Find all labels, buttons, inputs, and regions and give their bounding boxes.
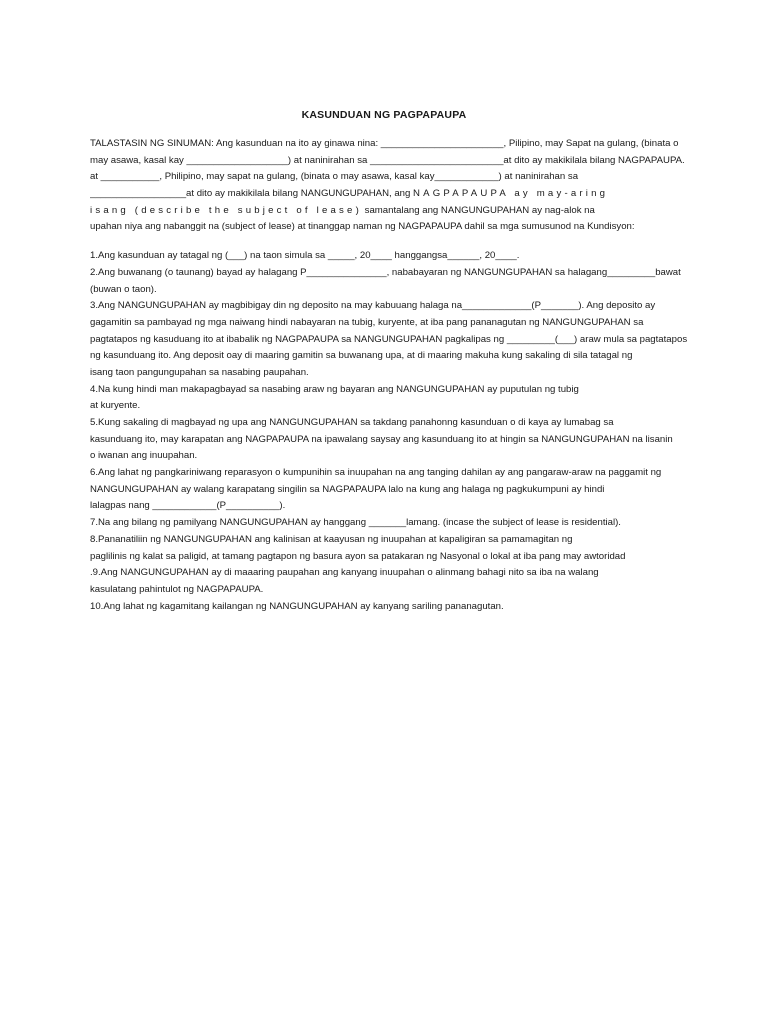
intro-line: upahan niya ang nabanggit na (subject of lease) at tinanggap naman ng NAGPAPAUPA dahil sa mga sumusunod na Kundisyon: bbox=[90, 221, 635, 233]
intro-line bbox=[90, 203, 690, 220]
intro-line bbox=[90, 186, 690, 203]
clause-line: paglilinis ng kalat sa paligid, at tamang pagtapon ng basura ayon sa patakaran ng Nasyonal o lokal at iba pang may awtoridad bbox=[90, 550, 626, 562]
clause-line: pagtatapos ng kasuduang ito at ibabalik ng NAGPAPAUPA sa NANGUNGUPAHAN pagkalipas ng _________(___) araw mula sa pagtatapos bbox=[90, 333, 688, 345]
clause-line: NANGUNGUPAHAN ay walang karapatang singilin sa NAGPAPAUPA lalo na kung ang halaga ng pagkukumpuni ay hindi bbox=[90, 483, 605, 495]
intro-spaced-text: NAGPAPAUPA ay may-aring bbox=[413, 188, 609, 200]
clause-line: (buwan o taon). bbox=[90, 283, 157, 295]
intro-text: __________________at dito ay makikilala bilang NANGUNGUPAHAN, ang bbox=[90, 188, 414, 200]
clause-line: 2.Ang buwanang (o taunang) bayad ay halagang P_______________, nababayaran ng NANGUNGUPAHAN sa halagang_________bawat bbox=[90, 266, 681, 278]
clause-line: .9.Ang NANGUNGUPAHAN ay di maaaring paupahan ang kanyang inuupahan o alinmang bahagi nito sa iba na walang bbox=[90, 567, 599, 579]
clause-line: lalagpas nang ____________(P__________). bbox=[90, 500, 286, 512]
clause-line: 4.Na kung hindi man makapagbayad sa nasabing araw ng bayaran ang NANGUNGUPAHAN ay puputulan ng tubig bbox=[90, 383, 579, 395]
clause-line: 6.Ang lahat ng pangkariniwang reparasyon o kumpunihin sa inuupahan na ang tanging dahilan ay ang pangaraw-araw na paggamit ng bbox=[90, 467, 662, 479]
clause-line: isang taon pangungupahan sa nasabing paupahan. bbox=[90, 366, 309, 378]
intro-spaced-text: isang (describe the subject of lease) bbox=[90, 204, 362, 216]
paragraph-gap bbox=[90, 236, 690, 248]
intro-line: may asawa, kasal kay ___________________) at naninirahan sa _________________________at dito ay makikilala bilang NAGPAPAUPA. bbox=[90, 154, 685, 166]
clause-line: at kuryente. bbox=[90, 400, 141, 412]
clause-line: 8.Pananatiliin ng NANGUNGUPAHAN ang kalinisan at kaayusan ng inuupahan at kapaligiran sa pamamagitan ng bbox=[90, 533, 573, 545]
document-body bbox=[90, 136, 690, 615]
clause-line: kasunduang ito, may karapatan ang NAGPAPAUPA na ipawalang saysay ang kasunduang ito at hingin sa NANGUNGUPAHAN na lisanin bbox=[90, 433, 673, 445]
clause-line: 3.Ang NANGUNGUPAHAN ay magbibigay din ng deposito na may kabuuang halaga na_____________(P_______). Ang deposito ay bbox=[90, 300, 656, 312]
intro-line: TALASTASIN NG SINUMAN: Ang kasunduan na ito ay ginawa nina: _______________________, Pilipino, may Sapat na gulang, (binata o bbox=[90, 138, 679, 149]
clause-line: kasulatang pahintulot ng NAGPAPAUPA. bbox=[90, 583, 264, 595]
clause-line: ng kasunduang ito. Ang deposit oay di maaring gamitin sa buwanang upa, at di maaring makuha kung sakaling di sila tatagal ng bbox=[90, 350, 633, 362]
clause-line: 10.Ang lahat ng kagamitang kailangan ng NANGUNGUPAHAN ay kanyang sariling pananagutan. bbox=[90, 600, 504, 612]
clause-line: 7.Na ang bilang ng pamilyang NANGUNGUPAHAN ay hanggang _______lamang. (incase the subject of lease is residential). bbox=[90, 517, 621, 529]
intro-text: samantalang ang NANGUNGUPAHAN ay nag-alok na bbox=[361, 204, 595, 216]
clause-line: 5.Kung sakaling di magbayad ng upa ang NANGUNGUPAHAN sa takdang panahonng kasunduan o di kaya ay lumabag sa bbox=[90, 417, 614, 428]
intro-line: at ___________, Philipino, may sapat na gulang, (binata o may asawa, kasal kay____________) at naninirahan sa bbox=[90, 171, 579, 183]
clause-line: o iwanan ang inuupahan. bbox=[90, 450, 198, 462]
document-title: KASUNDUAN NG PAGPAPAUPA bbox=[301, 109, 467, 121]
clause-line: gagamitin sa pambayad ng mga naiwang hindi nabayaran na tubig, kuryente, at iba pang pananagutan ng NANGUNGUPAHAN sa bbox=[90, 316, 644, 328]
clause-line: 1.Ang kasunduan ay tatagal ng (___) na taon simula sa _____, 20____ hanggangsa______, 20____. bbox=[90, 250, 520, 262]
